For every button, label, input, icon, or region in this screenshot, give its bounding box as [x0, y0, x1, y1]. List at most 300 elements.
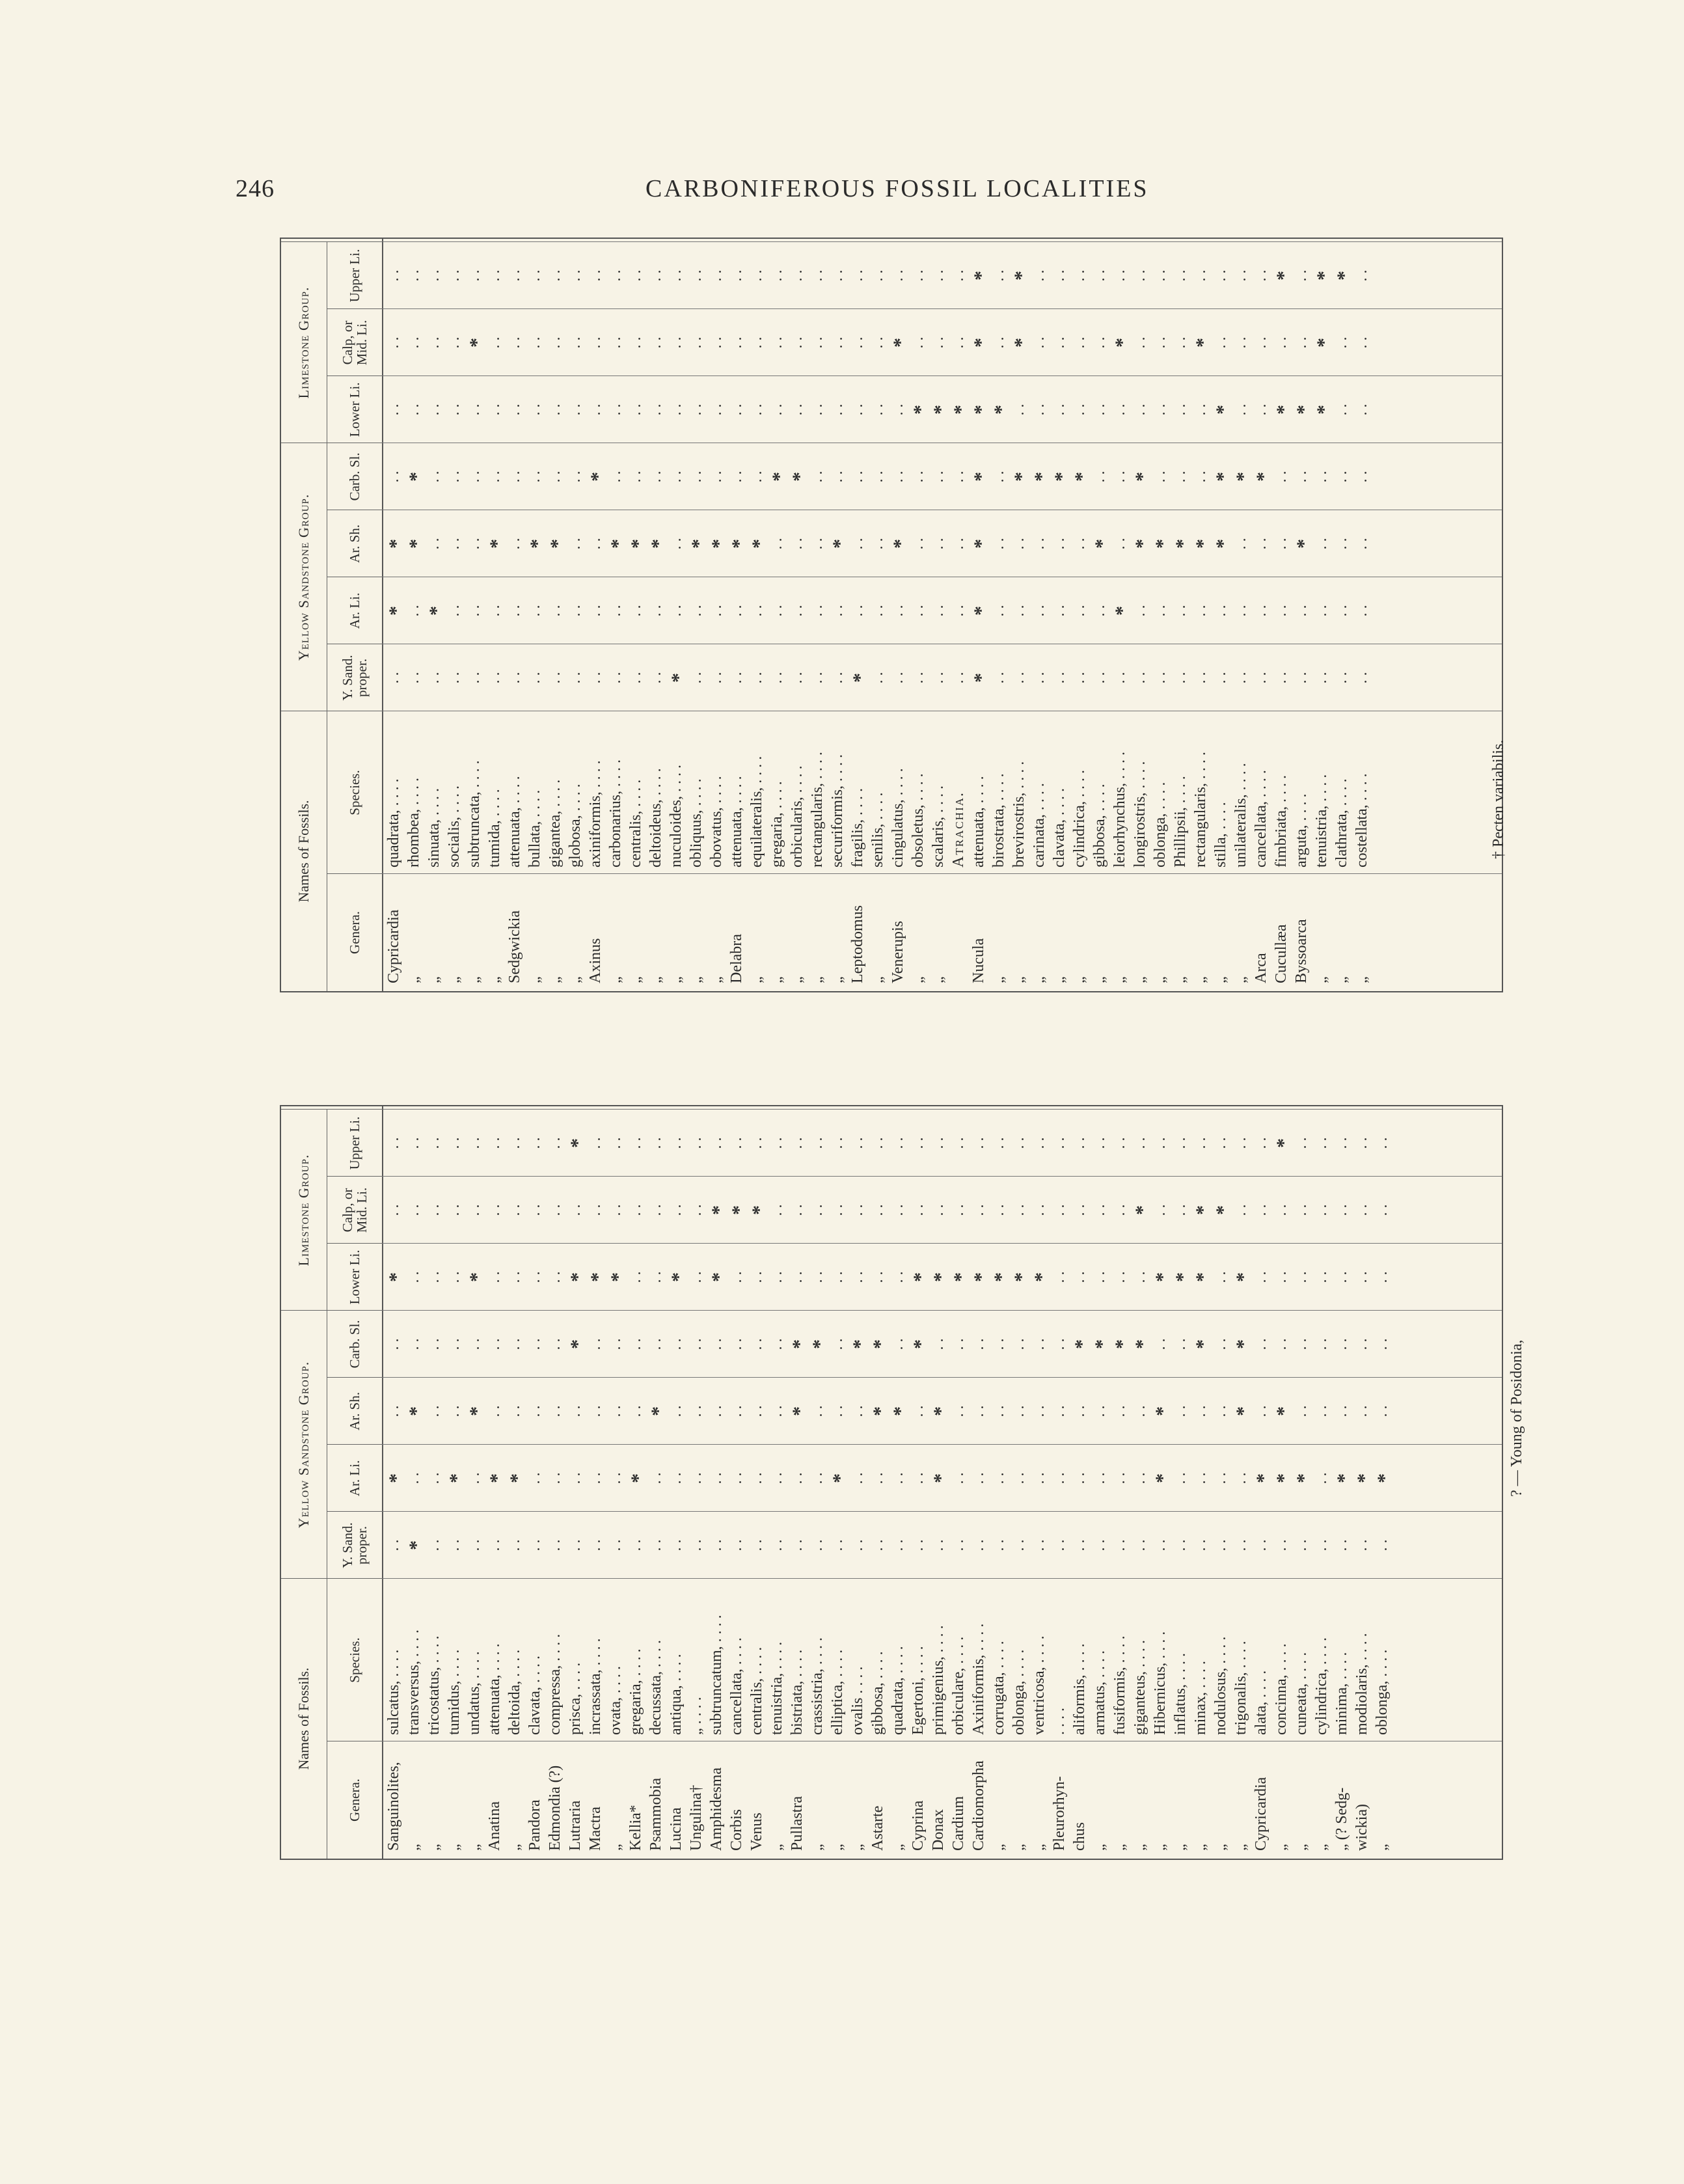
- presence-mark: *: [587, 472, 608, 482]
- absence-dots: . .: [1313, 672, 1330, 684]
- limestone-group-heading: Limestone Group.: [281, 241, 327, 443]
- absence-dots: . .: [930, 538, 947, 550]
- table-row: [446, 1106, 466, 1859]
- absence-dots: . .: [1132, 336, 1148, 349]
- absence-dots: . .: [1232, 672, 1249, 684]
- genus-cell: „: [446, 1844, 463, 1851]
- table-row: [1273, 1106, 1293, 1859]
- table-row: [1071, 239, 1091, 991]
- presence-mark: *: [708, 1272, 729, 1282]
- species-cell: incrassata, . . . .: [587, 1638, 604, 1735]
- absence-dots: . .: [1253, 1405, 1270, 1417]
- table-row: [849, 239, 869, 991]
- absence-dots: . .: [587, 1539, 604, 1551]
- absence-dots: . .: [1232, 1137, 1249, 1149]
- genus-cell: „: [466, 1844, 483, 1851]
- genus-cell: „: [1232, 1844, 1249, 1851]
- species-cell: „ . . . .: [688, 1697, 705, 1735]
- absence-dots: . .: [547, 1338, 564, 1350]
- table-row: [890, 1106, 910, 1859]
- absence-dots: . .: [930, 269, 947, 282]
- absence-dots: . .: [587, 1204, 604, 1216]
- table-row: [1353, 1106, 1374, 1859]
- genus-cell: „: [768, 1844, 785, 1851]
- species-cell: elliptica, . . . .: [829, 1649, 846, 1735]
- absence-dots: . .: [486, 1204, 503, 1216]
- presence-mark: *: [587, 1272, 608, 1282]
- absence-dots: . .: [405, 1472, 422, 1484]
- absence-dots: . .: [708, 1405, 725, 1417]
- absence-dots: . .: [466, 1204, 483, 1216]
- absence-dots: . .: [708, 1137, 725, 1149]
- absence-dots: . .: [910, 269, 927, 282]
- absence-dots: . .: [970, 1338, 987, 1350]
- absence-dots: . .: [1353, 1137, 1370, 1149]
- absence-dots: . .: [1011, 1137, 1027, 1149]
- absence-dots: . .: [506, 1271, 523, 1283]
- presence-mark: *: [1111, 606, 1133, 616]
- absence-dots: . .: [1212, 1338, 1229, 1350]
- absence-dots: . .: [426, 1204, 442, 1216]
- presence-mark: *: [890, 338, 911, 348]
- genus-cell: Venerupis: [890, 921, 906, 983]
- absence-dots: . .: [1374, 1137, 1391, 1149]
- species-cell: unilateralis, . . . .: [1232, 763, 1249, 867]
- absence-dots: . .: [426, 403, 442, 416]
- absence-dots: . .: [1374, 1271, 1391, 1283]
- species-cell: arguta, . . . .: [1293, 793, 1310, 867]
- table-row: [466, 1106, 486, 1859]
- absence-dots: . .: [567, 538, 584, 550]
- presence-mark: *: [466, 338, 487, 348]
- genus-cell: chus: [1071, 1822, 1088, 1851]
- absence-dots: . .: [688, 1539, 705, 1551]
- presence-mark: *: [1011, 338, 1032, 348]
- table-row: [567, 239, 587, 991]
- absence-dots: . .: [1132, 605, 1148, 617]
- absence-dots: . .: [506, 605, 523, 617]
- column-heading: Calp, or Mid. Li.: [327, 1176, 382, 1244]
- presence-mark: *: [950, 1272, 971, 1282]
- species-cell: oblonga, . . . .: [1011, 1649, 1027, 1735]
- table-row: [426, 239, 446, 991]
- genus-cell: „: [789, 976, 806, 983]
- absence-dots: . .: [1313, 1271, 1330, 1283]
- absence-dots: . .: [768, 1472, 785, 1484]
- absence-dots: . .: [728, 403, 745, 416]
- absence-dots: . .: [647, 1204, 664, 1216]
- table-row: [768, 1106, 789, 1859]
- species-cell: cancellata, . . . .: [728, 1637, 745, 1735]
- absence-dots: . .: [547, 1204, 564, 1216]
- absence-dots: . .: [708, 403, 725, 416]
- table-row: [748, 239, 768, 991]
- absence-dots: . .: [385, 471, 402, 483]
- species-cell: tricostatus, . . . .: [426, 1635, 442, 1735]
- absence-dots: . .: [1071, 1137, 1088, 1149]
- species-cell: orbicularis, . . . .: [789, 765, 806, 867]
- table-header: [281, 1106, 383, 1859]
- fossil-table-1: [280, 238, 1503, 992]
- presence-mark: *: [1011, 271, 1032, 280]
- absence-dots: . .: [1011, 1405, 1027, 1417]
- absence-dots: . .: [1111, 1405, 1128, 1417]
- absence-dots: . .: [466, 471, 483, 483]
- presence-mark: *: [970, 539, 992, 549]
- species-cell: clavata, . . . .: [1051, 788, 1068, 867]
- absence-dots: . .: [1232, 605, 1249, 617]
- absence-dots: . .: [1071, 1405, 1088, 1417]
- absence-dots: . .: [688, 672, 705, 684]
- absence-dots: . .: [506, 1204, 523, 1216]
- absence-dots: . .: [385, 336, 402, 349]
- absence-dots: . .: [607, 1137, 624, 1149]
- presence-mark: *: [1293, 1473, 1314, 1483]
- absence-dots: . .: [869, 1472, 886, 1484]
- absence-dots: . .: [688, 1405, 705, 1417]
- genus-cell: „: [910, 976, 927, 983]
- absence-dots: . .: [567, 336, 584, 349]
- absence-dots: . .: [1132, 672, 1148, 684]
- absence-dots: . .: [668, 1472, 685, 1484]
- species-cell: quadrata, . . . .: [890, 1646, 906, 1735]
- species-cell: ovalis . . . .: [849, 1666, 866, 1735]
- absence-dots: . .: [708, 336, 725, 349]
- table-row: [567, 1106, 587, 1859]
- absence-dots: . .: [607, 1204, 624, 1216]
- absence-dots: . .: [1111, 269, 1128, 282]
- presence-mark: *: [1031, 472, 1052, 482]
- absence-dots: . .: [405, 1271, 422, 1283]
- absence-dots: . .: [1253, 403, 1270, 416]
- absence-dots: . .: [1192, 1137, 1209, 1149]
- absence-dots: . .: [1313, 605, 1330, 617]
- absence-dots: . .: [1212, 269, 1229, 282]
- limestone-group-heading: Limestone Group.: [281, 1109, 327, 1311]
- absence-dots: . .: [1051, 336, 1068, 349]
- genus-cell: Cucullæa: [1273, 924, 1290, 983]
- names-of-fossils-heading: Names of Fossils.: [281, 711, 327, 991]
- absence-dots: . .: [1111, 1137, 1128, 1149]
- table-row: [1172, 1106, 1192, 1859]
- absence-dots: . .: [567, 605, 584, 617]
- absence-dots: . .: [789, 538, 806, 550]
- genus-cell: Cardiomorpha: [970, 1760, 987, 1851]
- absence-dots: . .: [587, 672, 604, 684]
- absence-dots: . .: [1111, 538, 1128, 550]
- genus-cell: „: [1192, 1844, 1209, 1851]
- absence-dots: . .: [526, 1271, 543, 1283]
- species-cell: deltoideus, . . . .: [647, 768, 664, 867]
- absence-dots: . .: [809, 403, 826, 416]
- absence-dots: . .: [890, 1137, 906, 1149]
- absence-dots: . .: [708, 1539, 725, 1551]
- absence-dots: . .: [587, 336, 604, 349]
- species-cell: armatus, . . . .: [1091, 1650, 1108, 1735]
- absence-dots: . .: [1091, 1405, 1108, 1417]
- presence-mark: *: [1232, 1339, 1254, 1349]
- presence-mark: *: [849, 673, 871, 683]
- absence-dots: . .: [426, 538, 442, 550]
- absence-dots: . .: [1232, 269, 1249, 282]
- absence-dots: . .: [587, 403, 604, 416]
- table-row: [990, 239, 1011, 991]
- absence-dots: . .: [385, 1405, 402, 1417]
- genus-cell: wickia): [1353, 1804, 1370, 1851]
- fossil-table-2: [280, 1105, 1503, 1860]
- table-row: [1333, 239, 1353, 991]
- absence-dots: . .: [849, 1539, 866, 1551]
- absence-dots: . .: [728, 336, 745, 349]
- species-cell: cancellata, . . . .: [1253, 770, 1270, 867]
- absence-dots: . .: [627, 269, 644, 282]
- absence-dots: . .: [466, 538, 483, 550]
- presence-mark: *: [506, 1473, 528, 1483]
- absence-dots: . .: [1353, 1204, 1370, 1216]
- presence-mark: *: [748, 539, 770, 549]
- species-cell: Axiniformis, . . . .: [970, 1623, 987, 1735]
- absence-dots: . .: [789, 269, 806, 282]
- absence-dots: . .: [849, 403, 866, 416]
- absence-dots: . .: [708, 1472, 725, 1484]
- species-cell: globosa, . . . .: [567, 784, 584, 867]
- absence-dots: . .: [1333, 538, 1350, 550]
- absence-dots: . .: [1212, 1137, 1229, 1149]
- absence-dots: . .: [526, 1539, 543, 1551]
- absence-dots: . .: [426, 1137, 442, 1149]
- absence-dots: . .: [748, 1405, 765, 1417]
- absence-dots: . .: [1172, 605, 1189, 617]
- table-row: [668, 1106, 688, 1859]
- absence-dots: . .: [1212, 336, 1229, 349]
- absence-dots: . .: [405, 1338, 422, 1350]
- presence-mark: *: [708, 539, 729, 549]
- presence-mark: *: [950, 405, 971, 415]
- presence-mark: *: [1172, 1272, 1193, 1282]
- table-row: [829, 1106, 849, 1859]
- absence-dots: . .: [1293, 269, 1310, 282]
- absence-dots: . .: [547, 672, 564, 684]
- absence-dots: . .: [809, 1539, 826, 1551]
- absence-dots: . .: [1011, 1539, 1027, 1551]
- table-row: [930, 1106, 950, 1859]
- absence-dots: . .: [1011, 605, 1027, 617]
- absence-dots: . .: [809, 605, 826, 617]
- absence-dots: . .: [1011, 1204, 1027, 1216]
- presence-mark: *: [728, 539, 750, 549]
- absence-dots: . .: [688, 269, 705, 282]
- species-cell: rhombea, . . . .: [405, 778, 422, 867]
- absence-dots: . .: [1111, 471, 1128, 483]
- absence-dots: . .: [869, 1271, 886, 1283]
- table-row: [1212, 239, 1232, 991]
- absence-dots: . .: [1071, 672, 1088, 684]
- absence-dots: . .: [688, 1338, 705, 1350]
- presence-mark: *: [1111, 1339, 1133, 1349]
- absence-dots: . .: [768, 1539, 785, 1551]
- absence-dots: . .: [547, 336, 564, 349]
- absence-dots: . .: [405, 269, 422, 282]
- absence-dots: . .: [809, 538, 826, 550]
- absence-dots: . .: [1253, 672, 1270, 684]
- species-cell: Phillipsii, . . . .: [1172, 776, 1189, 867]
- presence-mark: *: [990, 1272, 1012, 1282]
- absence-dots: . .: [768, 605, 785, 617]
- absence-dots: . .: [890, 1271, 906, 1283]
- presence-mark: *: [849, 1339, 871, 1349]
- presence-mark: *: [668, 1272, 689, 1282]
- genus-cell: „: [627, 976, 644, 983]
- absence-dots: . .: [1353, 605, 1370, 617]
- absence-dots: . .: [950, 1472, 967, 1484]
- genus-cell: „: [1111, 1844, 1128, 1851]
- species-cell: bistriata, . . . .: [789, 1649, 806, 1735]
- column-heading: Upper Li.: [327, 241, 382, 309]
- absence-dots: . .: [809, 1271, 826, 1283]
- absence-dots: . .: [1293, 1204, 1310, 1216]
- species-cell: fusiformis, . . . .: [1111, 1635, 1128, 1735]
- absence-dots: . .: [1253, 1204, 1270, 1216]
- genus-cell: „: [849, 1844, 866, 1851]
- presence-mark: *: [1374, 1473, 1395, 1483]
- absence-dots: . .: [426, 471, 442, 483]
- absence-dots: . .: [446, 1338, 463, 1350]
- presence-mark: *: [1031, 1272, 1052, 1282]
- absence-dots: . .: [526, 403, 543, 416]
- genus-cell: Pandora: [526, 1799, 543, 1851]
- species-cell: equilateralis, . . . .: [748, 756, 765, 867]
- absence-dots: . .: [1253, 1137, 1270, 1149]
- presence-mark: *: [1313, 405, 1335, 415]
- absence-dots: . .: [1273, 672, 1290, 684]
- absence-dots: . .: [1071, 605, 1088, 617]
- absence-dots: . .: [1353, 269, 1370, 282]
- names-of-fossils-heading: Names of Fossils.: [281, 1578, 327, 1859]
- species-cell: giganteus, . . . .: [1132, 1640, 1148, 1735]
- table-row: [930, 239, 950, 991]
- absence-dots: . .: [869, 1204, 886, 1216]
- column-heading: Ar. Sh.: [327, 1377, 382, 1445]
- absence-dots: . .: [829, 336, 846, 349]
- absence-dots: . .: [1353, 403, 1370, 416]
- absence-dots: . .: [446, 1539, 463, 1551]
- absence-dots: . .: [1051, 1137, 1068, 1149]
- absence-dots: . .: [466, 269, 483, 282]
- presence-mark: *: [1152, 1406, 1173, 1416]
- genus-cell: Ungulina†: [688, 1784, 705, 1851]
- absence-dots: . .: [748, 269, 765, 282]
- table-row: [446, 239, 466, 991]
- absence-dots: . .: [768, 403, 785, 416]
- species-cell: Egertoni, . . . .: [910, 1646, 927, 1735]
- absence-dots: . .: [849, 471, 866, 483]
- presence-mark: *: [647, 1406, 669, 1416]
- absence-dots: . .: [990, 471, 1007, 483]
- absence-dots: . .: [970, 1539, 987, 1551]
- species-cell: oblonga, . . . .: [1152, 782, 1169, 867]
- footnote-posidonia: ? — Young of Posidonia,: [1508, 1339, 1525, 1497]
- absence-dots: . .: [405, 605, 422, 617]
- absence-dots: . .: [748, 1338, 765, 1350]
- absence-dots: . .: [647, 672, 664, 684]
- table-rows: [385, 239, 1374, 991]
- genus-cell: „: [708, 976, 725, 983]
- absence-dots: . .: [547, 1539, 564, 1551]
- presence-mark: *: [426, 606, 447, 616]
- table-row: [748, 1106, 768, 1859]
- genus-cell: Cardium: [950, 1796, 967, 1851]
- absence-dots: . .: [789, 1204, 806, 1216]
- absence-dots: . .: [567, 471, 584, 483]
- species-cell: attenuata, . . . .: [486, 1643, 503, 1735]
- absence-dots: . .: [728, 1539, 745, 1551]
- yellow-sandstone-group-heading: Yellow Sandstone Group.: [281, 1310, 327, 1579]
- genus-cell: „: [486, 976, 503, 983]
- absence-dots: . .: [1313, 1204, 1330, 1216]
- genus-cell: „: [567, 976, 584, 983]
- absence-dots: . .: [1212, 1271, 1229, 1283]
- absence-dots: . .: [748, 336, 765, 349]
- presence-mark: *: [1091, 1339, 1113, 1349]
- absence-dots: . .: [1031, 538, 1048, 550]
- absence-dots: . .: [506, 1137, 523, 1149]
- genus-cell: „: [1111, 976, 1128, 983]
- absence-dots: . .: [1152, 1204, 1169, 1216]
- footnote-pecten: † Pecten variabilis.: [1490, 739, 1507, 859]
- absence-dots: . .: [547, 1271, 564, 1283]
- species-cell: carinata, . . . .: [1031, 783, 1048, 867]
- absence-dots: . .: [1111, 403, 1128, 416]
- absence-dots: . .: [1192, 1539, 1209, 1551]
- absence-dots: . .: [1353, 1539, 1370, 1551]
- table-row: [728, 1106, 748, 1859]
- absence-dots: . .: [1232, 403, 1249, 416]
- absence-dots: . .: [930, 1204, 947, 1216]
- genus-cell: „: [547, 976, 564, 983]
- absence-dots: . .: [647, 1338, 664, 1350]
- absence-dots: . .: [547, 1137, 564, 1149]
- absence-dots: . .: [809, 1137, 826, 1149]
- absence-dots: . .: [708, 269, 725, 282]
- absence-dots: . .: [1051, 605, 1068, 617]
- absence-dots: . .: [688, 471, 705, 483]
- absence-dots: . .: [1071, 1271, 1088, 1283]
- absence-dots: . .: [385, 269, 402, 282]
- genus-cell: Corbis: [728, 1809, 745, 1851]
- table-row: [768, 239, 789, 991]
- absence-dots: . .: [789, 336, 806, 349]
- presence-mark: *: [1212, 1205, 1234, 1215]
- presence-mark: *: [1071, 472, 1093, 482]
- absence-dots: . .: [506, 403, 523, 416]
- species-cell: minima, . . . .: [1333, 1652, 1350, 1735]
- genus-cell: Delabra: [728, 934, 745, 983]
- absence-dots: . .: [587, 1338, 604, 1350]
- absence-dots: . .: [910, 336, 927, 349]
- absence-dots: . .: [1091, 471, 1108, 483]
- absence-dots: . .: [1313, 1338, 1330, 1350]
- page-header: [236, 174, 1537, 213]
- absence-dots: . .: [809, 1405, 826, 1417]
- absence-dots: . .: [506, 471, 523, 483]
- table-row: [990, 1106, 1011, 1859]
- absence-dots: . .: [990, 672, 1007, 684]
- absence-dots: . .: [1172, 471, 1189, 483]
- absence-dots: . .: [708, 605, 725, 617]
- absence-dots: . .: [567, 1405, 584, 1417]
- presence-mark: *: [1273, 1138, 1294, 1148]
- absence-dots: . .: [1333, 672, 1350, 684]
